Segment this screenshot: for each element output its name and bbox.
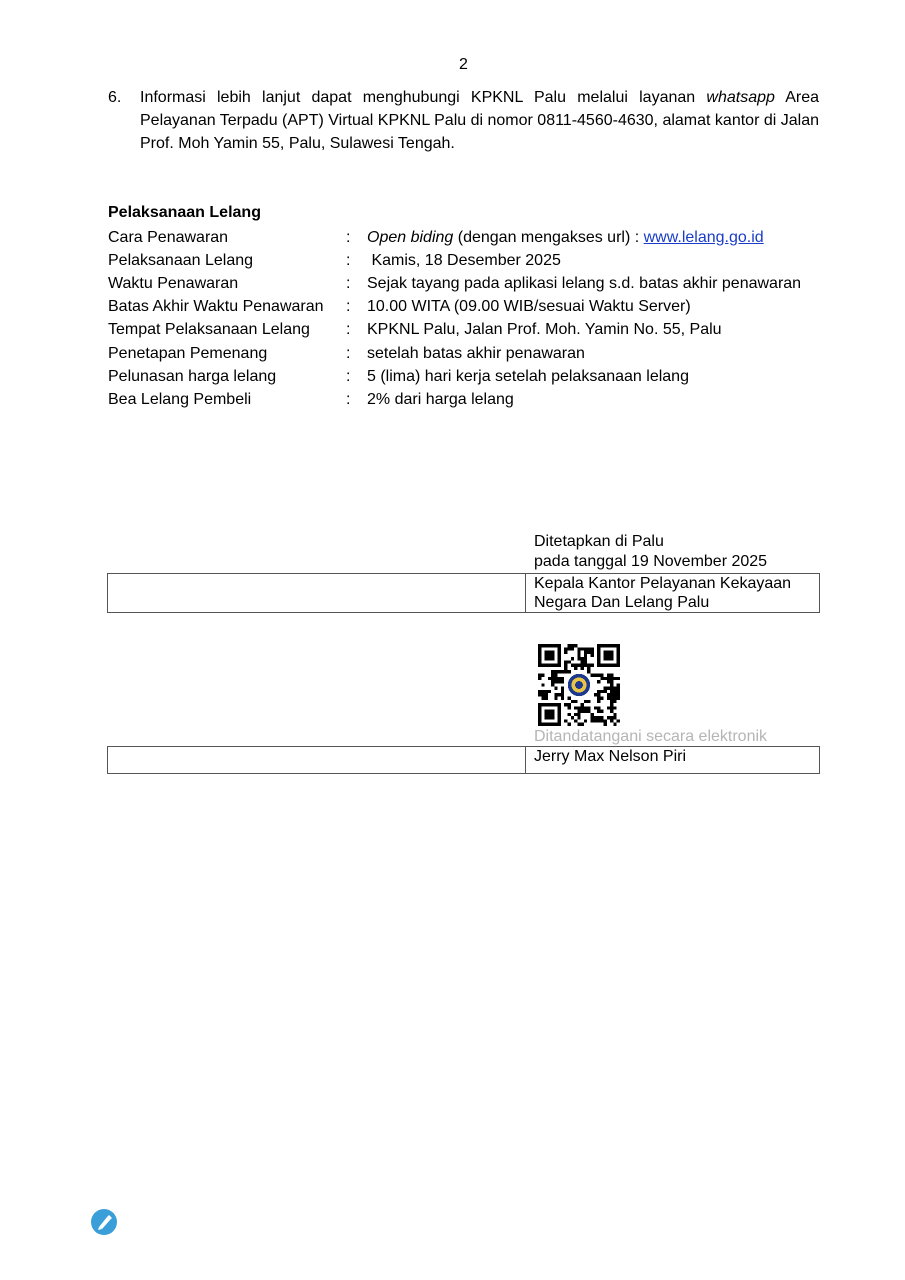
detail-value: 10.00 WITA (09.00 WIB/sesuai Waktu Server) — [367, 298, 691, 316]
detail-label: Tempat Pelaksanaan Lelang — [108, 321, 310, 339]
detail-value: KPKNL Palu, Jalan Prof. Moh. Yamin No. 55, Palu — [367, 321, 722, 339]
item-text — [140, 86, 819, 155]
section-title: Pelaksanaan Lelang — [108, 204, 261, 221]
detail-colon: : — [346, 321, 351, 339]
detail-value-italic: Open biding — [367, 228, 454, 246]
detail-value-text: (dengan mengakses url) : — [453, 228, 644, 246]
detail-row — [108, 272, 801, 295]
signatory-title-line: Negara Dan Lelang Palu — [534, 594, 710, 611]
signatory-name-box — [107, 746, 820, 774]
empty-cell — [108, 574, 526, 612]
detail-label: Pelaksanaan Lelang — [108, 251, 254, 269]
detail-colon: : — [346, 251, 351, 269]
pen-sign-icon — [90, 1208, 118, 1236]
detail-row — [108, 296, 801, 319]
detail-label: Pelunasan harga lelang — [108, 367, 277, 385]
signature-date: pada tanggal 19 November 2025 — [534, 553, 768, 570]
detail-colon: : — [346, 274, 351, 292]
detail-value: setelah batas akhir penawaran — [367, 344, 585, 362]
detail-value: 5 (lima) hari kerja setelah pelaksanaan lelang — [367, 367, 689, 385]
detail-colon: : — [346, 390, 351, 408]
detail-row — [108, 365, 801, 388]
signatory-name: Jerry Max Nelson Piri — [534, 748, 687, 765]
item-text-italic: whatsapp — [706, 89, 775, 106]
detail-row — [108, 249, 801, 272]
detail-colon: : — [346, 298, 351, 316]
detail-row — [108, 226, 801, 249]
detail-colon: : — [346, 367, 351, 385]
qr-code-icon — [538, 644, 620, 726]
signature-place: Ditetapkan di Palu — [534, 533, 664, 550]
detail-colon: : — [346, 228, 351, 246]
empty-cell — [108, 747, 526, 773]
detail-label: Waktu Penawaran — [108, 274, 239, 292]
signatory-title — [526, 574, 799, 612]
signatory-title-line: Kepala Kantor Pelayanan Kekayaan — [534, 575, 792, 592]
item-number: 6. — [108, 89, 122, 106]
detail-row — [108, 342, 801, 365]
detail-label: Bea Lelang Pembeli — [108, 390, 252, 408]
info-item-6 — [108, 86, 819, 155]
signatory-title-box — [107, 573, 820, 613]
detail-value — [367, 249, 801, 272]
item-text-part: Area Pelayanan Terpadu (APT) Virtual KPKNL Palu di nomor 0811-4560-4630, alamat kantor di Jalan Prof. Moh Yamin 55, Palu, Sulawesi Tengah. — [140, 89, 820, 152]
page-number: 2 — [459, 56, 468, 73]
detail-value: 2% dari harga lelang — [367, 390, 514, 408]
auction-details-table — [108, 226, 801, 412]
detail-label: Batas Akhir Waktu Penawaran — [108, 298, 324, 316]
e-signature-note: Ditandatangani secara elektronik — [534, 728, 768, 745]
detail-label: Penetapan Pemenang — [108, 344, 268, 362]
detail-value — [367, 226, 801, 249]
detail-value: Sejak tayang pada aplikasi lelang s.d. batas akhir penawaran — [367, 274, 802, 292]
lelang-link[interactable]: www.lelang.go.id — [643, 228, 764, 246]
detail-value-text: Kamis, 18 Desember 2025 — [367, 251, 561, 269]
detail-colon: : — [346, 344, 351, 362]
item-text-part: Informasi lebih lanjut dapat menghubungi KPKNL Palu melalui layanan — [140, 89, 707, 106]
detail-row — [108, 319, 801, 342]
detail-label: Cara Penawaran — [108, 228, 229, 246]
signature-place-date — [534, 532, 767, 572]
detail-row — [108, 388, 801, 411]
